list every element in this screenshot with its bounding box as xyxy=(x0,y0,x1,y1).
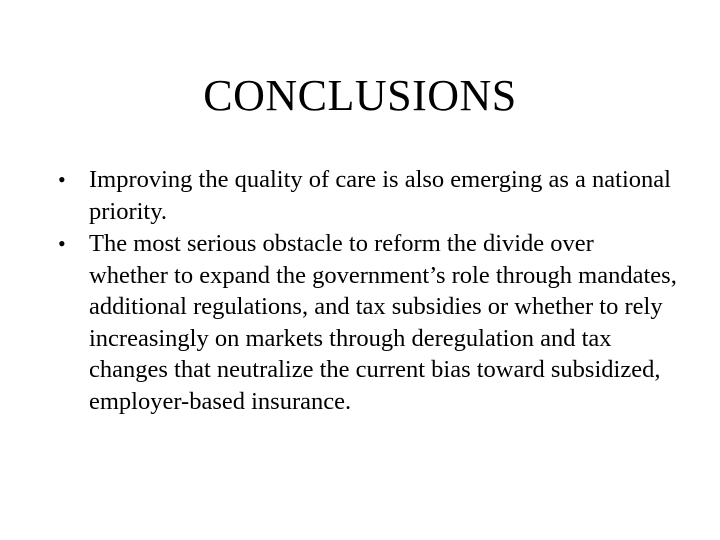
slide-title: CONCLUSIONS xyxy=(203,71,517,120)
bullet-list xyxy=(58,164,678,418)
bullet-text: The most serious obstacle to reform the divide over whether to expand the government’s role through mandates, additional regulations, and tax subsidies or whether to rely increasingly on markets through deregulation and tax changes that neutralize the current bias toward subsidized, employer-based insurance. xyxy=(89,230,677,415)
bullet-icon: • xyxy=(58,231,66,256)
bullet-item xyxy=(58,228,678,417)
bullet-item xyxy=(58,164,678,227)
bullet-text: Improving the quality of care is also emerging as a national priority. xyxy=(89,166,671,225)
bullet-icon: • xyxy=(58,167,66,192)
